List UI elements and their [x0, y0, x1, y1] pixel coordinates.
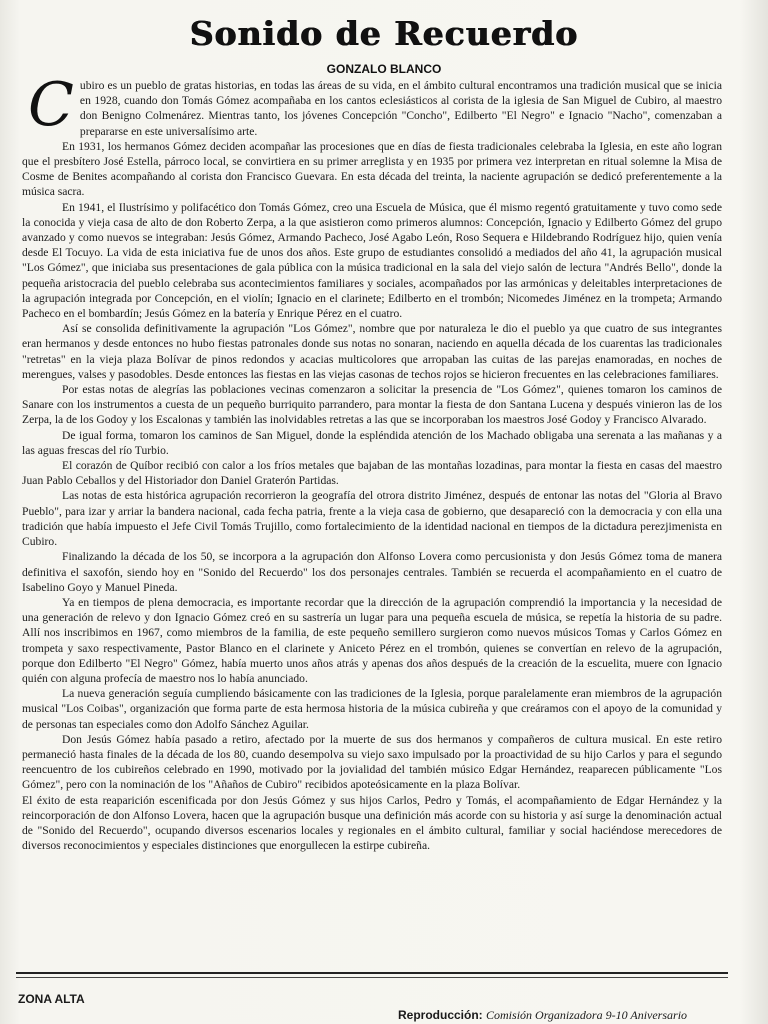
paragraph: Por estas notas de alegrías las poblaciones vecinas comenzaron a solicitar la presencia de "Los Gómez", quienes tomaron los caminos de Sanare con los instrumentos a cuesta de un pequeño burriquito parrandero, para montar la fiesta de don Santana Lucena y después vinieron las de los Zerpa, la de los Godoy y los Escalonas y también las inolvidables retretas a las que se incorporaban los maestros José Godoy y Francisco Alvarado. [22, 383, 722, 427]
paragraph: En 1941, el Ilustrísimo y polifacético don Tomás Gómez, creo una Escuela de Música, que él mismo regentó gratuitamente y tuvo como sede la conocida y vieja casa de alto de don Roberto Zerpa, a la que asistieron como primeros alumnos: Concepción, Ignacio y Edilberto Gómez del grupo avanzado y como nuevos se integraban: Jesús Gómez, Armando Pacheco, José Agabo León, Roso Sequera e Hildebrando Rodríguez hijo, quien venía desde El Tocuyo. La vida de esta iniciativa fue de unos dos años. Este grupo de estudiantes consolidó a mediados del año 41, la agrupación musical "Los Gómez", que iniciaba sus presentaciones de gala pública con la música tradicional en la sala del viejo salón de lectura "Andrés Bello", donde la pequeña aristocracia del pueblo celebraba sus acontecimientos familiares y sociales, acompañados por las armónicas y deleitables interpretaciones de la agrupación integrada por Concepción, en el violín; Ignacio en el clarinete; Edilberto en el trombón; Nicomedes Jiménez en la trompeta; Armando Pacheco en el bombardín; Jesús Gómez en la batería y Enrique Pérez en el cuatro. [22, 200, 722, 321]
drop-cap-letter: C [28, 70, 74, 140]
reproduction-org: Comisión Organizadora 9-10 Aniversario [486, 1008, 688, 1022]
paragraph: Así se consolida definitivamente la agrupación "Los Gómez", nombre que por naturaleza le dio el pueblo ya que cuatro de sus integrantes eran hermanos y desde entonces no hubo fiestas patronales donde sus notas no sonaran, naciendo en aquella década de los cuarentas las tradicionales "retretas" en la vieja plaza Bolívar de pinos redondos y acacias multicolores que arropaban las cuitas de las parejas enamoradas, en noches de merengues, valses y pasodobles. Desde entonces las fiestas en las viejas casonas de techos rojos se hicieron frecuentes en las celebraciones familiares. [22, 322, 722, 381]
paragraph: En 1931, los hermanos Gómez deciden acompañar las procesiones que en días de fiesta tradicionales celebraba la Iglesia, en este año logran que el presbítero José Estella, párroco local, se convirtiera en su primer arreglista y en 1935 por primera vez interpretan en ritual solemne la Misa de Cosme de Benites acompañando al corista don Francisco Guevara. En esta década del treinta, la naciente agrupación se dedicó preferentemente a la música sacra. [22, 139, 722, 199]
paragraph: Don Jesús Gómez había pasado a retiro, afectado por la muerte de sus dos hermanos y compañeros de cultura musical. En este retiro permaneció hasta finales de la década de los 80, cuando desempolva su viejo saxo impulsado por la proactividad de su hijo Carlos y para el segundo reencuentro de los cubireños celebrado en 1990, motivado por la jovialidad del también músico Edgar Hernández, reaparecen públicamente "Los Gómez", pero con la nominación de los "Añaños de Cubiro" recibidos apoteósicamente en la plaza Bolívar. [22, 732, 722, 792]
reproduction-credit [398, 1008, 758, 1023]
paragraph: De igual forma, tomaron los caminos de San Miguel, donde la espléndida atención de los Machado obligaba una serenata a las mañanas y a las aguas frescas del río Turbio. [22, 428, 722, 457]
paragraph: Finalizando la década de los 50, se incorpora a la agrupación don Alfonso Lovera como percusionista y don Jesús Gómez toma de manera definitiva el saxofón, siendo hoy en "Sonido del Recuerdo" los dos personajes centrales. También se recuerda el acompañamiento en el cuatro de Isabelino Goyo y Manuel Pineda. [22, 550, 722, 594]
reproduction-label: Reproducción: [398, 1008, 483, 1022]
article-title: Sonido de Recuerdo [189, 14, 579, 53]
article-body [22, 70, 722, 853]
paragraph: Las notas de esta histórica agrupación recorrieron la geografía del otrora distrito Jiménez, después de entonar las notas del "Gloria al Bravo Pueblo", para izar y arriar la bandera nacional, cada fecha patria, frente a la vieja casa de gobierno, que desapareció con la democracia y con ella una tradición que había impuesto el Jefe Civil Tomás Trujillo, como fortalecimiento de la identidad nacional en tiempos de la dictadura perezjimenista en Cubiro. [22, 489, 722, 549]
paragraph: El corazón de Quíbor recibió con calor a los fríos metales que bajaban de las montañas lozadinas, para montar la fiesta en casas del maestro Juan Pablo Ceballos y del Historiador don Daniel Graterón Partidas. [22, 459, 722, 488]
footer-rule [16, 972, 728, 974]
footer-rule-thin [16, 977, 728, 978]
article-author: GONZALO BLANCO [326, 62, 442, 76]
paragraph: Ya en tiempos de plena democracia, es importante recordar que la dirección de la agrupación comprendió la importancia y la necesidad de una generación de relevo y don Ignacio Gómez creó en su sastrería un lugar para una pequeña escuela de música, se repetía la historia de su padre. Allí nos inscribimos en 1967, como miembros de la familia, de este pequeño semillero surgieron como nuevos músicos Tomas y Carlos Gómez en trompeta y saxo respectivamente, Pastor Blanco en el clarinete y Aniceto Pérez en el trombón, quienes se convertían en relevo de la agrupación, porque don Edilberto "El Negro" Gómez, había muerto unos años atrás y apenas dos años después de la creación de la escuelita, muere con Ignacio quién con alguna profecía de maestro nos lo había anunciado. [22, 595, 722, 685]
paragraph-first [22, 70, 722, 140]
paragraph-text: ubiro es un pueblo de gratas historias, en todas las áreas de su vida, en el ámbito cultural encontramos una tradición musical que se inicia en 1928, cuando don Tomás Gómez acompañaba en los cantos eclesiásticos al corista de la iglesia de San Miguel de Cubiro, al maestro don Benigno Colmenárez. Mientras tanto, los jóvenes Concepción "Concho", Edilberto "El Negro" e Ignacio "Nacho", comenzaban a prepararse en este universalísimo arte. [79, 79, 722, 138]
zone-label: ZONA ALTA [18, 992, 85, 1006]
paragraph: La nueva generación seguía cumpliendo básicamente con las tradiciones de la Iglesia, porque paralelamente eran miembros de la agrupación musical "Los Coibas", organización que forma parte de esta hermosa historia de la música cubireña y que creáramos con el apoyo de la comunidad y de personas tan especiales como don Adolfo Sánchez Aguilar. [22, 687, 722, 731]
paragraph: El éxito de esta reaparición escenificada por don Jesús Gómez y sus hijos Carlos, Pedro y Tomás, el acompañamiento de Edgar Hernández y la reincorporación de don Alfonso Lovera, hacen que la agrupación busque una definición más acorde con su historia y así surge la denominación actual de "Sonido del Recuerdo", ocupando diversos escenarios locales y regionales en el ámbito cultural, familiar y social haciéndose merecedores de diversos reconocimientos y especiales distinciones que enorgullecen la estirpe cubireña. [22, 793, 722, 853]
